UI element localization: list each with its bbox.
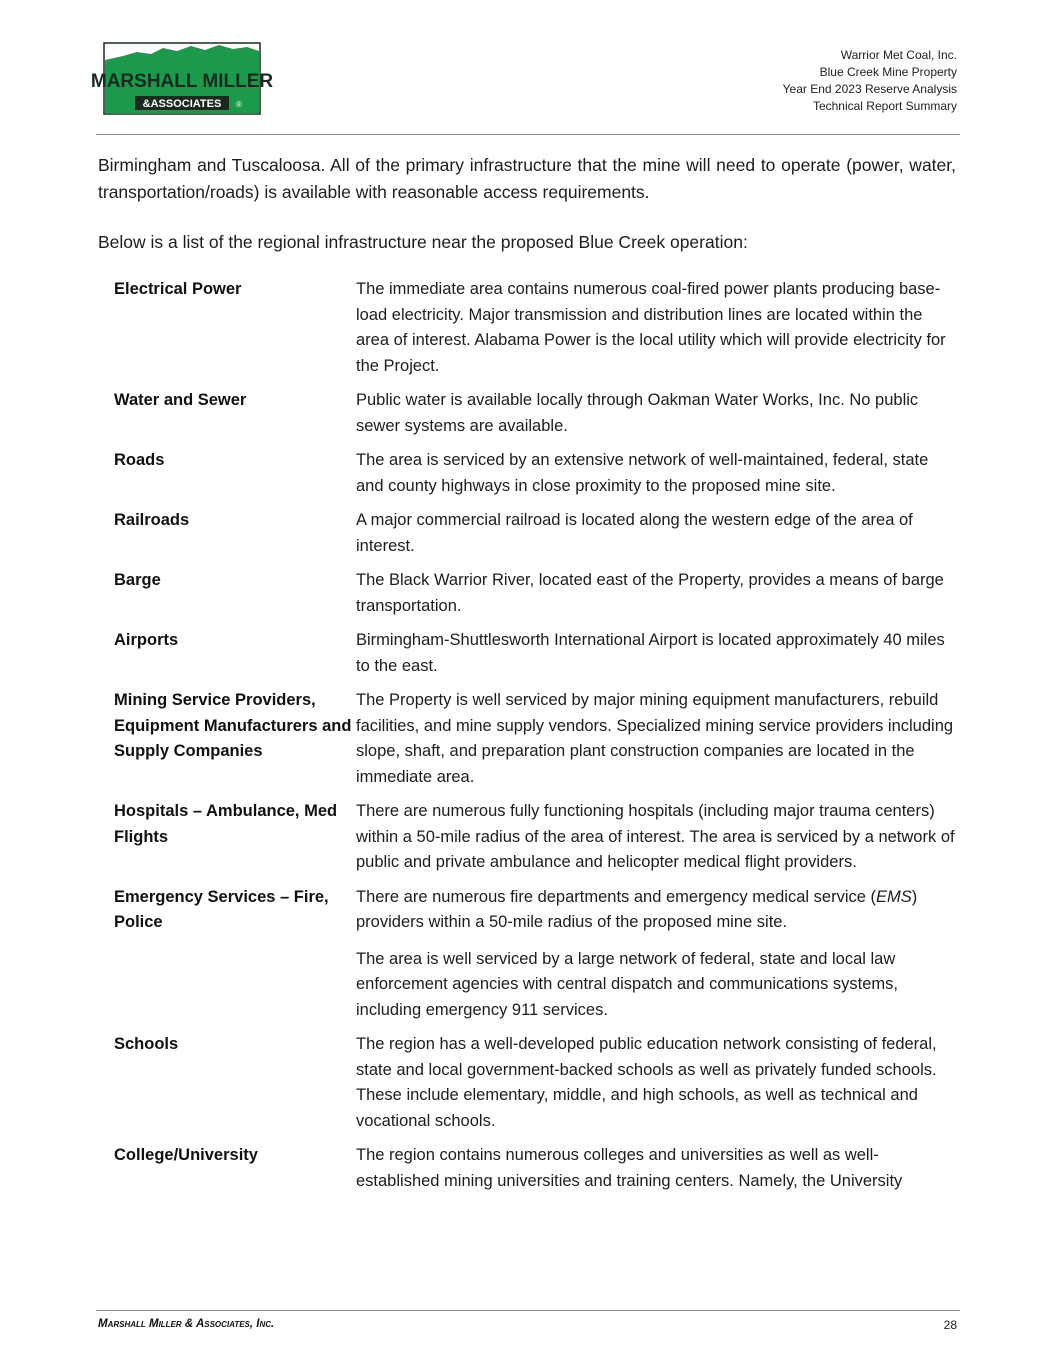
item-label: Schools xyxy=(114,1035,179,1053)
item-description-paragraph: The area is well serviced by a large network of federal, state and local law enforcement agencies with central dispatch and communications systems, including emergency 911 services. xyxy=(356,949,899,1019)
item-label: Railroads xyxy=(114,511,190,529)
item-label: Hospitals – Ambulance, Med Flights xyxy=(114,802,338,846)
list-item xyxy=(114,799,956,876)
item-description: Public water is available locally through Oakman Water Works, Inc. No public sewer systems are available. xyxy=(356,391,919,435)
item-description: The region contains numerous colleges and universities as well as well-established mining universities and training centers. Namely, the University xyxy=(356,1146,903,1190)
item-label: Airports xyxy=(114,631,179,649)
list-item xyxy=(114,628,956,679)
item-description xyxy=(356,885,956,1024)
header-line-property: Blue Creek Mine Property xyxy=(819,65,957,79)
report-header xyxy=(783,47,957,115)
item-label: Mining Service Providers, Equipment Manufacturers and Supply Companies xyxy=(114,691,352,760)
item-label: Electrical Power xyxy=(114,280,242,298)
item-label: Emergency Services – Fire, Police xyxy=(114,887,329,931)
item-description: There are numerous fully functioning hospitals (including major trauma centers) within a 50-mile radius of the area of interest. The area is serviced by a network of public and private ambulance and helicopter medical flight providers. xyxy=(356,802,955,871)
item-description: Birmingham-Shuttlesworth International Airport is located approximately 40 miles to the east. xyxy=(356,631,945,675)
list-item xyxy=(114,1143,956,1194)
header-line-report-type: Technical Report Summary xyxy=(812,99,957,113)
list-item xyxy=(114,448,956,499)
text-fragment: There are numerous fire departments and emergency medical service ( xyxy=(356,887,876,906)
ems-abbreviation: EMS xyxy=(875,887,912,906)
item-description: The Property is well serviced by major mining equipment manufacturers, rebuild facilities, and mine supply vendors. Specialized mining service providers including slope, shaft, and preparation plant construction companies are located in the immediate area. xyxy=(356,691,954,786)
list-item xyxy=(114,1032,956,1134)
list-item xyxy=(114,568,956,619)
list-intro-paragraph: Below is a list of the regional infrastructure near the proposed Blue Creek operation: xyxy=(98,232,748,252)
item-description: The immediate area contains numerous coal-fired power plants producing base-load electricity. Major transmission and distribution lines are located within the area of interest. Alabama Power is the local utility which will provide electricity for the Project. xyxy=(356,280,946,375)
item-label: Water and Sewer xyxy=(114,391,247,409)
logo-registered-mark: ® xyxy=(236,100,242,109)
logo-line1: MARSHALL MILLER xyxy=(90,71,274,92)
item-label: Roads xyxy=(114,451,165,469)
item-description: The area is serviced by an extensive network of well-maintained, federal, state and county highways in close proximity to the proposed mine site. xyxy=(356,451,929,495)
item-label: College/University xyxy=(114,1146,258,1164)
item-description: The region has a well-developed public education network consisting of federal, state and local government-backed schools as well as privately funded schools. These include elementary, middle, and high schools, as well as technical and vocational schools. xyxy=(356,1035,937,1130)
item-label: Barge xyxy=(114,571,161,589)
list-item xyxy=(114,688,956,790)
footer-divider xyxy=(96,1310,960,1311)
infrastructure-list xyxy=(114,277,956,1194)
intro-paragraph: Birmingham and Tuscaloosa. All of the primary infrastructure that the mine will need to operate (power, water, transportation/roads) is available with reasonable access requirements. xyxy=(98,155,956,202)
header-divider xyxy=(96,134,960,135)
list-item xyxy=(114,277,956,379)
list-item xyxy=(114,508,956,559)
header-line-company: Warrior Met Coal, Inc. xyxy=(840,48,957,62)
page-number: 28 xyxy=(943,1318,957,1332)
logo-line2: &ASSOCIATES xyxy=(142,98,222,110)
list-item xyxy=(114,388,956,439)
text-fragment: ) providers within a 50-mile radius of the proposed mine site. xyxy=(356,887,918,931)
header-line-analysis: Year End 2023 Reserve Analysis xyxy=(782,82,957,96)
footer-company-name: Marshall Miller & Associates, Inc. xyxy=(98,1318,275,1330)
item-description: A major commercial railroad is located along the western edge of the area of interest. xyxy=(356,511,913,555)
item-description-paragraph xyxy=(356,885,956,936)
item-description: The Black Warrior River, located east of the Property, provides a means of barge transportation. xyxy=(356,571,944,615)
list-item xyxy=(114,885,956,1024)
company-logo xyxy=(90,42,274,115)
